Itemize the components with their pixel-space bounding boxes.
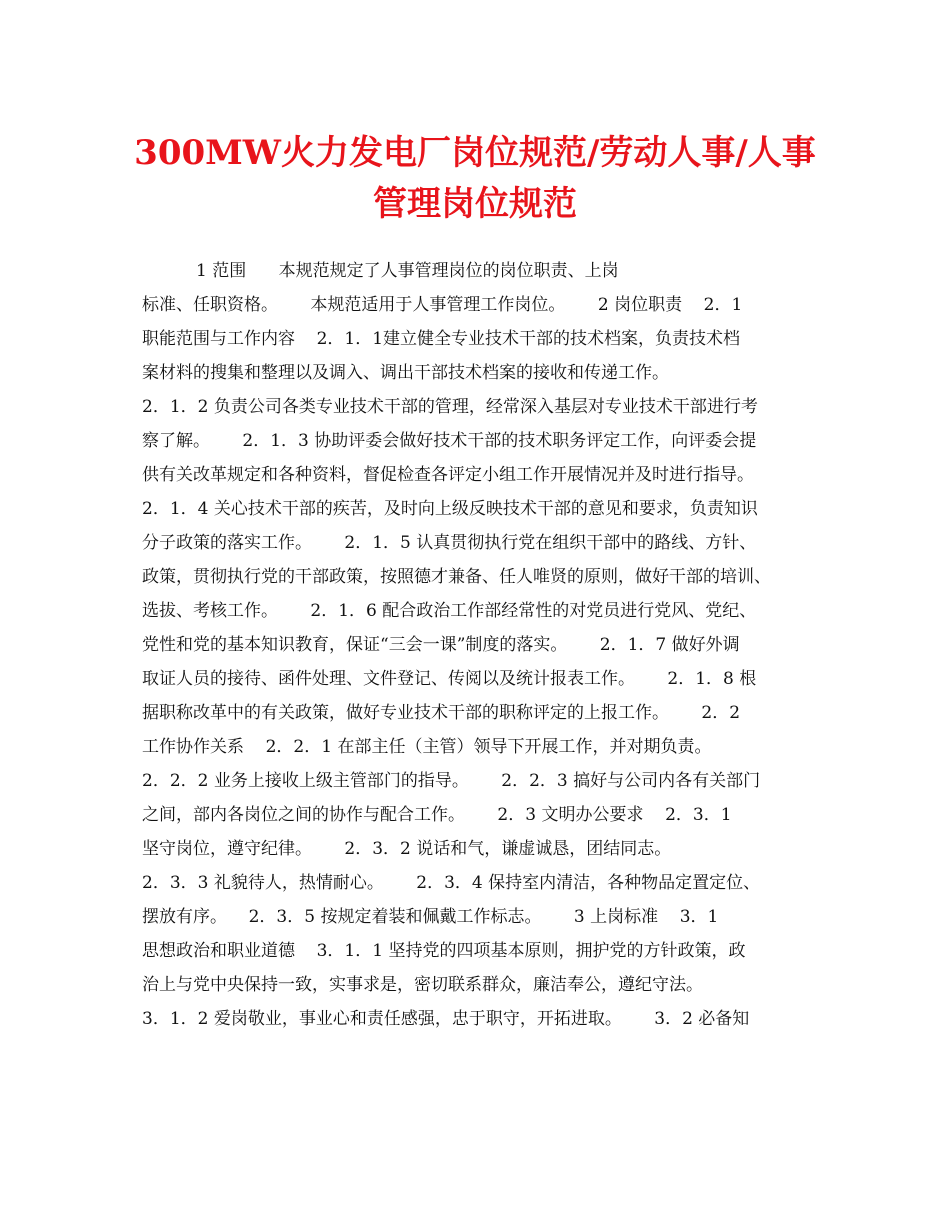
- body-line: 职能范围与工作内容 2．1．1建立健全专业技术干部的技术档案，负责技术档: [142, 329, 741, 349]
- body-line: 据职称改革中的有关政策，做好专业技术干部的职称评定的上报工作。 2．2: [142, 703, 741, 723]
- body-line: 思想政治和职业道德 3．1．1 坚持党的四项基本原则，拥护党的方针政策，政: [142, 941, 746, 961]
- body-line: 工作协作关系 2．2．1 在部主任（主管）领导下开展工作，并对期负责。: [142, 737, 712, 757]
- body-line: 2．1．2 负责公司各类专业技术干部的管理，经常深入基层对专业技术干部进行考: [142, 397, 758, 417]
- body-line: 供有关改革规定和各种资料，督促检查各评定小组工作开展情况并及时进行指导。: [142, 465, 754, 485]
- body-line: 2．1．4 关心技术干部的疾苦，及时向上级反映技术干部的意见和要求，负责知识: [142, 499, 758, 519]
- body-line: 察了解。 2．1．3 协助评委会做好技术干部的技术职务评定工作，向评委会提: [142, 431, 757, 451]
- body-line: 3．1．2 爱岗敬业，事业心和责任感强，忠于职守，开拓进取。 3．2 必备知: [142, 1009, 750, 1029]
- body-line: 标准、任职资格。 本规范适用于人事管理工作岗位。 2 岗位职责 2．1: [142, 295, 743, 315]
- body-line: 党性和党的基本知识教育，保证“三会一课”制度的落实。 2．1．7 做好外调: [142, 635, 740, 655]
- document-title-line-1: 300MW火力发电厂岗位规范/劳动人事/人事: [134, 133, 816, 173]
- document-body: [142, 254, 822, 1036]
- body-line: 选拔、考核工作。 2．1．6 配合政治工作部经常性的对党员进行党风、党纪、: [142, 601, 757, 621]
- body-line: 1 范围 本规范规定了人事管理岗位的岗位职责、上岗: [142, 261, 619, 281]
- document-title-line-2: 管理岗位规范: [373, 184, 577, 224]
- body-line: 2．3．3 礼貌待人，热情耐心。 2．3．4 保持室内清洁，各种物品定置定位、: [142, 873, 761, 893]
- body-line: 取证人员的接待、函件处理、文件登记、传阅以及统计报表工作。 2．1．8 根: [142, 669, 757, 689]
- body-line: 治上与党中央保持一致，实事求是，密切联系群众，廉洁奉公，遵纪守法。: [142, 975, 703, 995]
- body-line: 摆放有序。 2．3．5 按规定着装和佩戴工作标志。 3 上岗标准 3．1: [142, 907, 719, 927]
- body-line: 案材料的搜集和整理以及调入、调出干部技术档案的接收和传递工作。: [142, 363, 669, 383]
- body-line: 之间，部内各岗位之间的协作与配合工作。 2．3 文明办公要求 2．3．1: [142, 805, 732, 825]
- body-line: 2．2．2 业务上接收上级主管部门的指导。 2．2．3 搞好与公司内各有关部门: [142, 771, 761, 791]
- body-line: 分子政策的落实工作。 2．1．5 认真贯彻执行党在组织干部中的路线、方针、: [142, 533, 757, 553]
- body-line: 政策，贯彻执行党的干部政策，按照德才兼备、任人唯贤的原则，做好干部的培训、: [142, 567, 771, 587]
- body-line: 坚守岗位，遵守纪律。 2．3．2 说话和气，谦虚诚恳，团结同志。: [142, 839, 672, 859]
- document-title: [100, 128, 850, 230]
